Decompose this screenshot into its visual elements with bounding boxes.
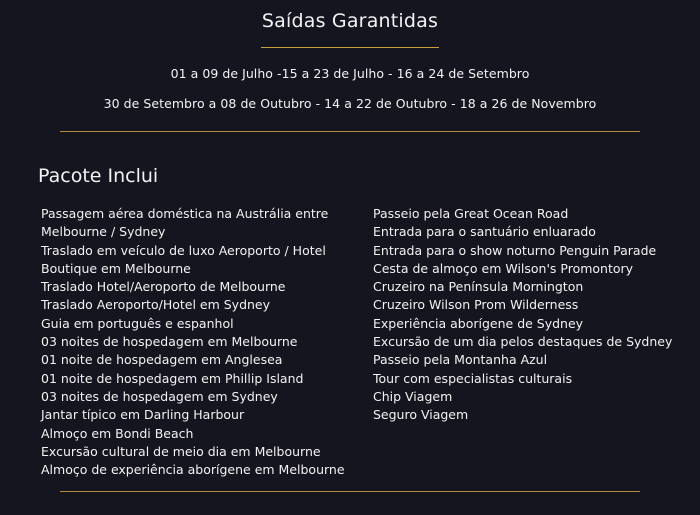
list-item: Excursão cultural de meio dia em Melbourne [41,443,321,459]
list-item: Melbourne / Sydney [41,224,166,240]
list-item: Guia em português e espanhol [41,315,234,331]
list-item: Chip Viagem [373,388,453,404]
section-divider-bottom [60,491,640,492]
list-item: Entrada para o show noturno Penguin Parade [373,242,657,258]
list-item: 01 noite de hospedagem em Anglesea [41,352,283,368]
list-item: Cruzeiro Wilson Prom Wilderness [373,297,579,313]
departure-dates-line-1: 01 a 09 de Julho -15 a 23 de Julho - 16 a 24 de Setembro [170,66,530,81]
list-item: 03 noites de hospedagem em Melbourne [41,334,298,350]
list-item: Experiência aborígene de Sydney [373,315,584,331]
list-item: 03 noites de hospedagem em Sydney [41,388,278,404]
package-items-left [41,205,345,479]
list-item: Traslado Hotel/Aeroporto de Melbourne [41,279,286,295]
list-item: Jantar típico em Darling Harbour [41,407,245,423]
departure-dates-line-2: 30 de Setembro a 08 de Outubro - 14 a 22 de Outubro - 18 a 26 de Novembro [103,96,597,111]
list-item: Entrada para o santuário enluarado [373,224,596,240]
list-item: Passeio pela Great Ocean Road [373,206,569,221]
package-heading: Pacote Inclui [38,165,159,187]
list-item: Seguro Viagem [373,407,469,423]
list-item: Almoço de experiência aborígene em Melbourne [41,462,345,478]
list-item: 01 noite de hospedagem em Phillip Island [41,370,304,386]
list-item: Passeio pela Montanha Azul [373,352,548,368]
page-title: Saídas Garantidas [261,10,439,32]
list-item: Cesta de almoço em Wilson's Promontory [373,260,634,276]
list-item: Traslado em veículo de luxo Aeroporto / Hotel [41,242,326,258]
title-divider [261,47,439,48]
list-item: Boutique em Melbourne [41,260,191,276]
list-item: Almoço em Bondi Beach [41,425,194,441]
section-divider-top [60,131,640,132]
list-item: Excursão de um dia pelos destaques de Sydney [373,334,673,350]
list-item: Tour com especialistas culturais [373,370,573,386]
list-item: Traslado Aeroporto/Hotel em Sydney [41,297,271,313]
list-item: Cruzeiro na Península Mornington [373,279,584,295]
package-items-right [373,205,672,425]
list-item: Passagem aérea doméstica na Austrália entre [41,206,329,221]
